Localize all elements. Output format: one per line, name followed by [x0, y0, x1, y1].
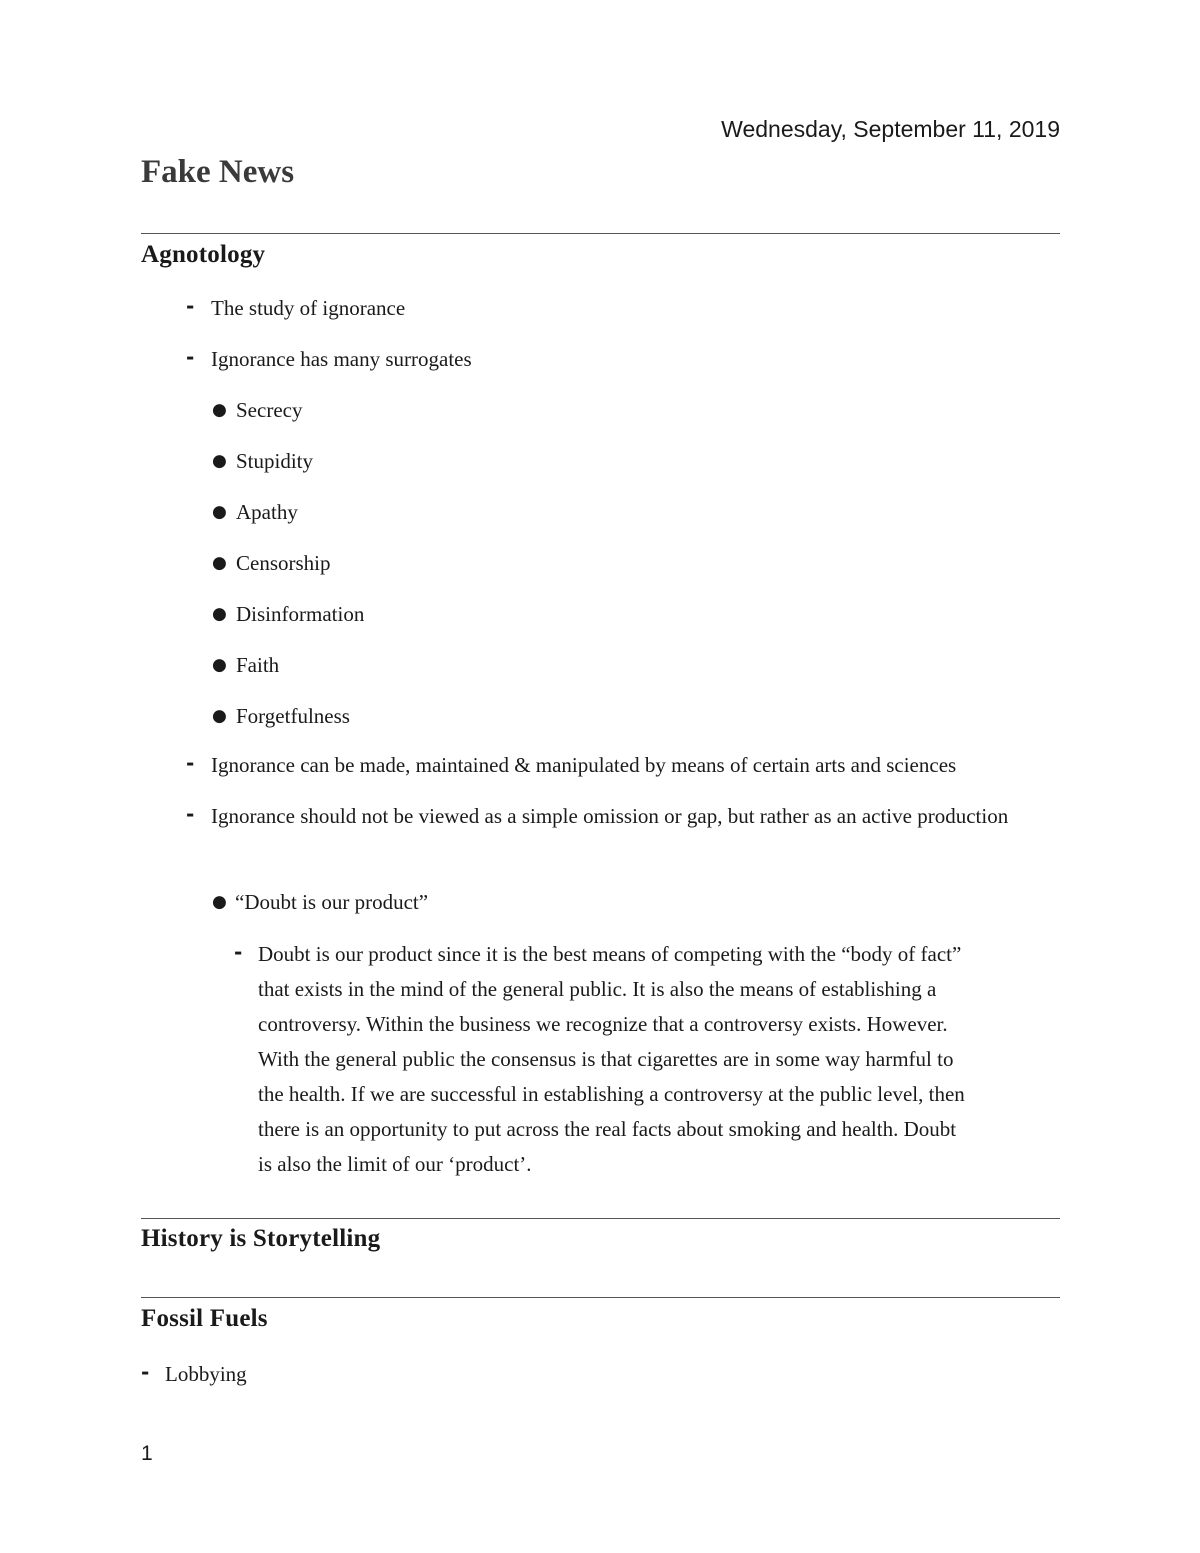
- section-divider: [141, 233, 1060, 234]
- dash-bullet-icon: -: [234, 940, 243, 964]
- note-date: Wednesday, September 11, 2019: [721, 116, 1060, 142]
- dash-bullet-icon: -: [186, 345, 195, 369]
- round-bullet-icon: ●: [212, 604, 227, 624]
- round-bullet-icon: ●: [212, 655, 227, 675]
- section-heading-fossil-fuels: Fossil Fuels: [141, 1305, 268, 1332]
- round-bullet-icon: ●: [212, 553, 227, 573]
- round-bullet-icon: ●: [212, 451, 227, 471]
- round-bullet-icon: ●: [212, 502, 227, 522]
- round-bullet-icon: ●: [212, 706, 227, 726]
- section-heading-history: History is Storytelling: [141, 1225, 381, 1252]
- page-number: 1: [141, 1442, 153, 1465]
- dash-bullet-icon: -: [186, 751, 195, 775]
- page-title: Fake News: [141, 154, 295, 190]
- dash-bullet-icon: -: [186, 294, 195, 318]
- document-page: Wednesday, September 11, 2019 Fake News Agnotology - The study of ignorance - Ignorance has many surrogates ● Secrecy ● Stupidity ● Apathy ● Censorship ● Disinformation ● Faith ● Forgetfulness - Ignorance can be made, maintained & manipulated by means of certain arts and sciences - Ignorance should not be viewed as a simple omission or gap, but rather as an active production ● “Doubt is our product” - Doubt is our product since it is the best means of competing with the “body of fact” that exists in the mind of the general public. It is also the means of establishing a controversy. Within the business we recognize that a controversy exists. However. With the general public the consensus is that cigarettes are in some way harmful to the health. If we are successful in establishing a controversy at the public level, then there is an opportunity to put across the real facts about smoking and health. Doubt is also the limit of our ‘product’. History is Storytelling Fossil Fuels - Lobbying 1: [141, 116, 1060, 1465]
- round-bullet-icon: ●: [212, 400, 227, 420]
- round-bullet-icon: ●: [212, 892, 227, 912]
- section-divider: [141, 1218, 1060, 1219]
- dash-bullet-icon: -: [186, 802, 195, 826]
- section-heading-agnotology: Agnotology: [141, 241, 266, 268]
- section-divider: [141, 1297, 1060, 1298]
- dash-bullet-icon: -: [141, 1360, 150, 1384]
